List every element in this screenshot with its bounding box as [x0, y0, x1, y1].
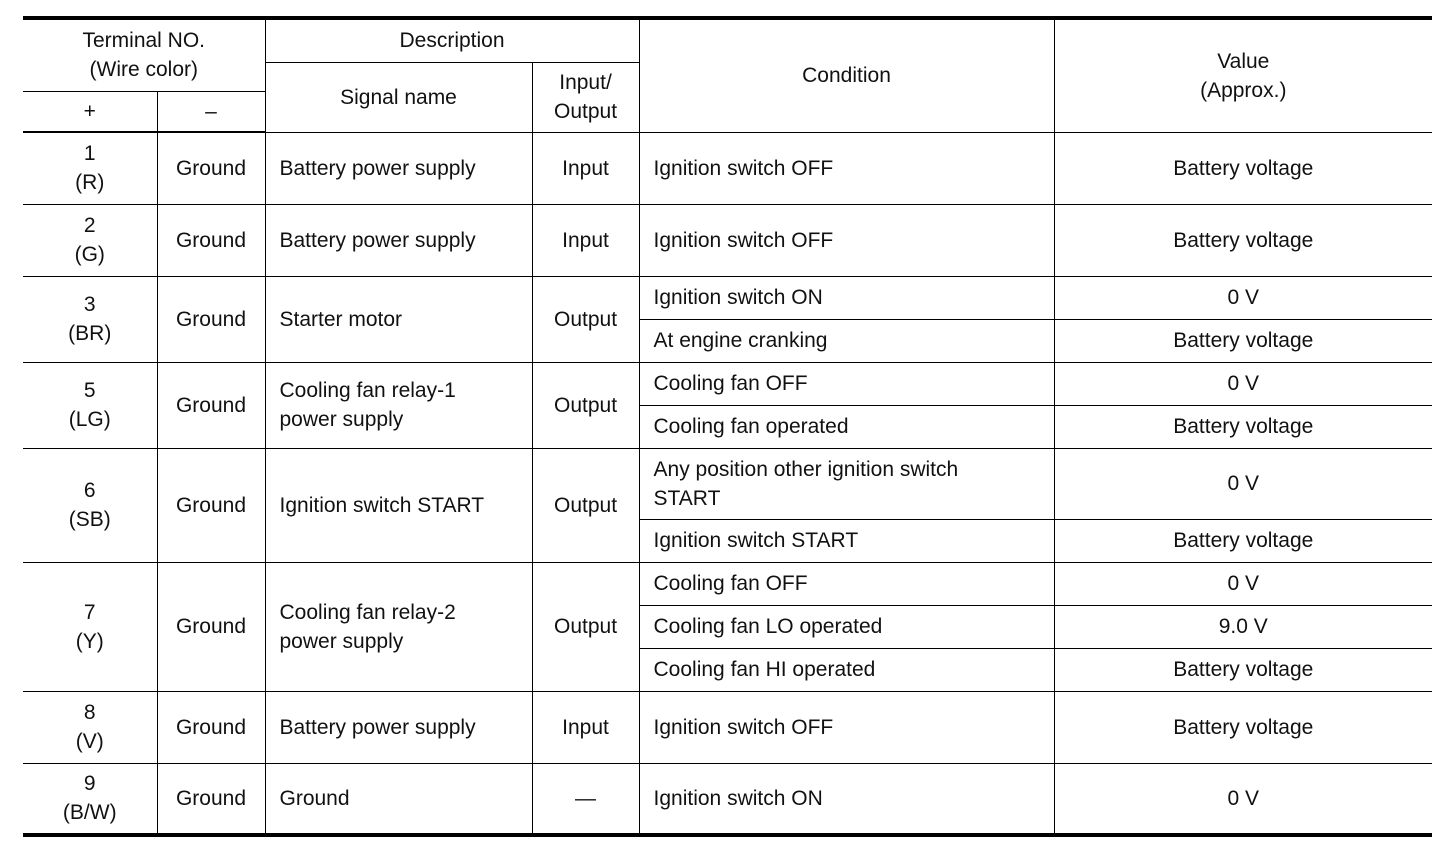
value-cell: Battery voltage [1054, 648, 1432, 691]
terminal-number: 2 [83, 214, 96, 237]
header-approx-label: (Approx.) [1200, 78, 1287, 102]
wire-color: (Y) [75, 629, 104, 653]
wire-color: (SB) [68, 508, 111, 531]
value-cell: 0 V [1054, 448, 1432, 519]
table-body [23, 132, 1432, 835]
ground-cell: Ground [157, 362, 265, 448]
terminal-number: 7 [83, 600, 96, 624]
condition-line: START [653, 486, 721, 510]
condition-line: Ignition switch OFF [653, 715, 834, 739]
terminal-cell [23, 448, 157, 562]
header-condition: Condition [639, 18, 1054, 132]
input-output-cell: Output [532, 562, 639, 691]
wire-color: (BR) [68, 322, 112, 345]
wire-color: (G) [74, 243, 105, 266]
ground-cell: Ground [157, 763, 265, 835]
header-value-label: Value [1217, 49, 1270, 73]
condition-line: Cooling fan LO operated [653, 615, 883, 638]
terminal-cell [23, 204, 157, 276]
signal-name-line: power supply [279, 408, 404, 431]
wire-color: (V) [75, 730, 104, 753]
value-cell: 0 V [1054, 562, 1432, 605]
condition-cell [639, 448, 1054, 519]
ground-cell: Ground [157, 204, 265, 276]
ground-cell: Ground [157, 132, 265, 204]
header-value [1054, 18, 1432, 132]
value-cell: Battery voltage [1054, 204, 1432, 276]
value-cell: Battery voltage [1054, 132, 1432, 204]
condition-cell [639, 648, 1054, 691]
input-output-cell: Output [532, 448, 639, 562]
condition-cell [639, 605, 1054, 648]
condition-cell [639, 319, 1054, 362]
signal-name-line: Battery power supply [279, 156, 476, 180]
condition-cell [639, 362, 1054, 405]
header-input-label: Input/ [559, 71, 612, 94]
signal-name-line: Cooling fan relay-2 [279, 600, 456, 624]
signal-name-cell [265, 448, 532, 562]
signal-name-line: Cooling fan relay-1 [279, 379, 456, 402]
table-row [23, 448, 1432, 519]
condition-line: Any position other ignition switch [653, 457, 959, 481]
condition-cell [639, 405, 1054, 448]
signal-name-cell [265, 362, 532, 448]
terminal-number: 8 [83, 701, 96, 724]
value-cell: Battery voltage [1054, 319, 1432, 362]
signal-name-cell [265, 691, 532, 763]
condition-line: Ignition switch OFF [653, 156, 834, 180]
terminal-number: 9 [83, 772, 96, 796]
condition-line: Cooling fan HI operated [653, 658, 876, 681]
condition-cell [639, 562, 1054, 605]
value-cell: 0 V [1054, 276, 1432, 319]
signal-name-cell [265, 763, 532, 835]
ground-cell: Ground [157, 276, 265, 362]
terminal-number: 1 [83, 142, 96, 166]
value-cell: 0 V [1054, 362, 1432, 405]
terminal-number: 5 [83, 379, 96, 402]
terminal-cell [23, 562, 157, 691]
input-output-cell: Input [532, 691, 639, 763]
input-output-cell: — [532, 763, 639, 835]
terminal-number: 3 [83, 293, 96, 316]
table-row [23, 276, 1432, 319]
header-terminal-no [23, 18, 265, 91]
condition-line: At engine cranking [653, 329, 828, 352]
condition-cell [639, 132, 1054, 204]
condition-cell [639, 204, 1054, 276]
ground-cell: Ground [157, 562, 265, 691]
ground-cell: Ground [157, 448, 265, 562]
table-row [23, 204, 1432, 276]
header-output-label: Output [553, 100, 618, 123]
input-output-cell: Input [532, 132, 639, 204]
condition-cell [639, 763, 1054, 835]
condition-line: Cooling fan OFF [653, 572, 808, 595]
header-description: Description [265, 18, 639, 62]
header-minus: – [157, 91, 265, 132]
signal-name-line: Battery power supply [279, 228, 476, 252]
terminal-cell [23, 276, 157, 362]
table-row [23, 132, 1432, 204]
header-signal-name: Signal name [265, 62, 532, 132]
condition-line: Ignition switch OFF [653, 228, 834, 252]
signal-name-cell [265, 204, 532, 276]
condition-line: Ignition switch START [653, 529, 859, 552]
wire-color: (B/W) [62, 801, 117, 825]
signal-name-line: Starter motor [279, 307, 403, 331]
table-row [23, 562, 1432, 605]
table-row [23, 691, 1432, 763]
ground-cell: Ground [157, 691, 265, 763]
terminal-cell [23, 763, 157, 835]
signal-name-cell [265, 132, 532, 204]
signal-name-cell [265, 562, 532, 691]
terminal-cell [23, 691, 157, 763]
condition-line: Cooling fan OFF [653, 372, 808, 395]
signal-name-line: Battery power supply [279, 715, 476, 739]
table-row [23, 362, 1432, 405]
condition-cell [639, 276, 1054, 319]
table-row [23, 763, 1432, 835]
condition-cell [639, 519, 1054, 562]
header-terminal-label: Terminal NO. [82, 29, 206, 53]
input-output-cell: Output [532, 276, 639, 362]
terminal-cell [23, 132, 157, 204]
condition-line: Cooling fan operated [653, 415, 849, 438]
condition-cell [639, 691, 1054, 763]
condition-line: Ignition switch ON [653, 786, 823, 810]
terminal-number: 6 [83, 479, 96, 502]
terminal-table-container [23, 16, 1432, 837]
wire-color: (LG) [68, 408, 111, 431]
signal-name-line: Ignition switch START [279, 493, 485, 517]
value-cell: 0 V [1054, 763, 1432, 835]
header-plus: + [23, 91, 157, 132]
value-cell: Battery voltage [1054, 405, 1432, 448]
header-wire-color-label: (Wire color) [89, 58, 198, 82]
value-cell: Battery voltage [1054, 519, 1432, 562]
input-output-cell: Output [532, 362, 639, 448]
header-input-output [532, 62, 639, 132]
signal-name-cell [265, 276, 532, 362]
condition-line: Ignition switch ON [653, 286, 823, 309]
value-cell: Battery voltage [1054, 691, 1432, 763]
terminal-cell [23, 362, 157, 448]
signal-name-line: Ground [279, 786, 350, 810]
input-output-cell: Input [532, 204, 639, 276]
wire-color: (R) [75, 171, 105, 195]
signal-name-line: power supply [279, 629, 404, 653]
terminal-table [23, 16, 1432, 837]
value-cell: 9.0 V [1054, 605, 1432, 648]
